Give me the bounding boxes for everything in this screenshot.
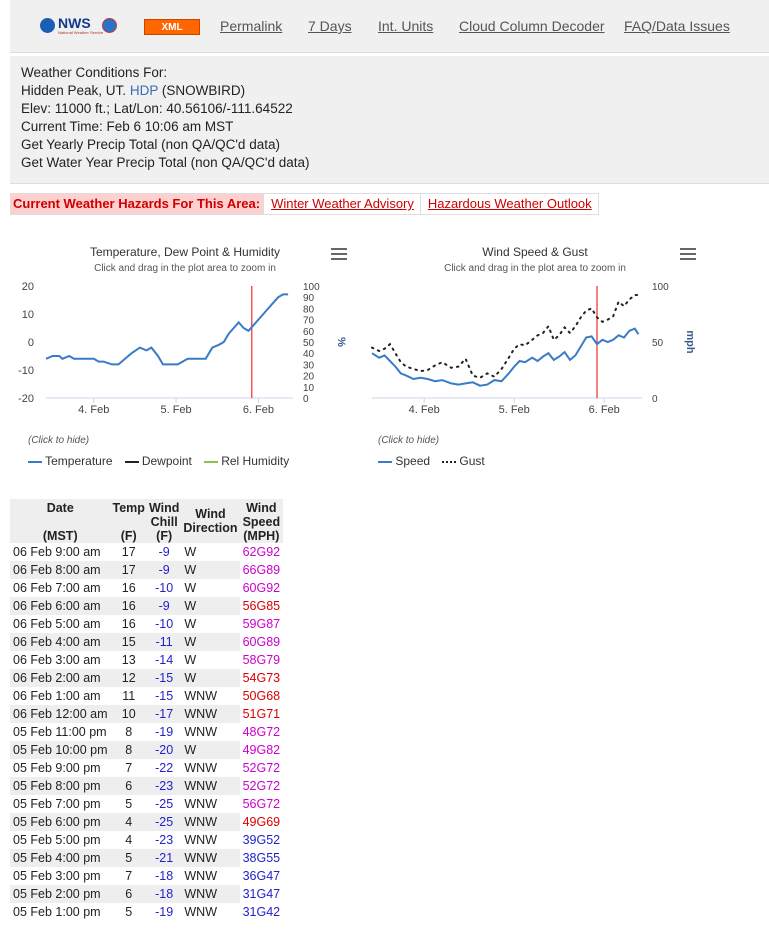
temperature-plot[interactable] <box>10 232 360 432</box>
table-row <box>10 579 283 597</box>
cell-wind-chill: -9 <box>147 597 181 615</box>
cell-wind-chill: -19 <box>155 905 174 919</box>
cell-date: 05 Feb 4:00 pm <box>10 849 111 867</box>
series-speed-line <box>372 329 638 386</box>
hazard-winter-weather-advisory[interactable]: Winter Weather Advisory <box>263 194 420 214</box>
y-tick-label: 10 <box>21 309 34 321</box>
col-wind-direction: Wind Direction <box>181 499 239 543</box>
cell-wind-direction: WNW <box>181 705 239 723</box>
yearly-precip-link[interactable]: Get Yearly Precip Total (non QA/QC'd data) <box>21 137 280 152</box>
cell-date: 06 Feb 9:00 am <box>13 545 101 559</box>
x-tick-label: 6. Feb <box>588 404 620 416</box>
table-row <box>10 741 283 759</box>
chart-legend <box>28 454 289 468</box>
cell-wind-direction: W <box>181 633 239 651</box>
cell-wind-direction: WNW <box>184 797 217 811</box>
nav-permalink[interactable]: Permalink <box>220 18 283 34</box>
cell-wind-chill: -10 <box>155 617 174 631</box>
cell-date: 06 Feb 3:00 am <box>13 653 101 667</box>
cell-wind-direction: WNW <box>181 885 239 903</box>
cell-date: 06 Feb 4:00 am <box>10 633 111 651</box>
water-year-precip-link[interactable]: Get Water Year Precip Total (non QA/QC'd data) <box>21 155 310 170</box>
nav-cloud-column-decoder[interactable]: Cloud Column Decoder <box>459 18 605 34</box>
cell-wind-chill: -15 <box>155 689 174 703</box>
conditions-heading: Weather Conditions For: <box>21 65 168 80</box>
legend-speed[interactable]: Speed <box>378 454 430 468</box>
nav-int-units[interactable]: Int. Units <box>378 18 434 34</box>
cell-wind-chill: -21 <box>147 849 181 867</box>
cell-temp: 17 <box>111 561 147 579</box>
cell-wind-speed: 56G85 <box>240 597 284 615</box>
cell-wind-chill: -20 <box>147 741 181 759</box>
legend-hint: (Click to hide) <box>28 435 90 446</box>
y2-tick-label: 90 <box>303 293 315 305</box>
col-wind-speed: Wind Speed (MPH) <box>240 499 284 543</box>
cell-wind-speed: 52G72 <box>240 759 284 777</box>
y-tick-label: -10 <box>18 365 34 377</box>
cell-wind-direction: WNW <box>181 777 239 795</box>
cell-temp: 7 <box>125 869 133 883</box>
table-row <box>10 723 283 741</box>
x-tick-label: 5. Feb <box>498 404 530 416</box>
table-row <box>10 687 283 705</box>
table-row <box>10 759 283 777</box>
cell-wind-direction: W <box>181 741 239 759</box>
table-row <box>10 777 283 795</box>
cell-wind-chill: -10 <box>155 581 174 595</box>
cell-temp: 6 <box>111 777 147 795</box>
logo-text: NWS <box>58 15 91 31</box>
noaa-globe-icon <box>40 18 55 33</box>
cell-date: 05 Feb 10:00 pm <box>10 741 111 759</box>
table-row <box>10 867 283 885</box>
cell-date: 05 Feb 2:00 pm <box>10 885 111 903</box>
cell-wind-chill: -9 <box>147 561 181 579</box>
cell-wind-direction: W <box>184 545 197 559</box>
y2-tick-label: 50 <box>652 338 664 349</box>
cell-date: 06 Feb 5:00 am <box>13 617 101 631</box>
y2-tick-label: 40 <box>303 349 315 361</box>
chart-subtitle: Click and drag in the plot area to zoom in <box>94 263 276 274</box>
cell-temp: 4 <box>125 833 133 847</box>
y2-tick-label: 100 <box>652 282 669 293</box>
nav-faq-data-issues[interactable]: FAQ/Data Issues <box>624 18 730 34</box>
y2-tick-label: 50 <box>303 338 315 349</box>
station-name <box>21 83 245 98</box>
cell-wind-direction: W <box>181 561 239 579</box>
cell-temp: 12 <box>111 669 147 687</box>
cell-wind-direction: WNW <box>184 725 217 739</box>
cell-wind-chill: -22 <box>155 761 174 775</box>
table-row <box>10 885 283 903</box>
legend-gust[interactable]: Gust <box>442 454 485 468</box>
cell-wind-chill: -18 <box>155 869 174 883</box>
cell-wind-direction: W <box>181 597 239 615</box>
y2-tick-label: 70 <box>303 315 315 327</box>
table-row <box>10 705 283 723</box>
station-name-suffix: (SNOWBIRD) <box>161 83 246 98</box>
cell-temp: 16 <box>121 581 136 595</box>
table-row <box>10 795 283 813</box>
chart-title: Wind Speed & Gust <box>482 245 588 259</box>
cell-date: 06 Feb 2:00 am <box>10 669 111 687</box>
hazards-bar <box>10 193 599 215</box>
cell-wind-chill: -19 <box>155 725 174 739</box>
x-tick-label: 4. Feb <box>78 404 110 416</box>
cell-temp: 7 <box>125 761 133 775</box>
cell-wind-speed: 31G47 <box>240 885 284 903</box>
cell-wind-direction: WNW <box>184 869 217 883</box>
table-row <box>10 813 283 831</box>
x-tick-label: 4. Feb <box>408 404 440 416</box>
cell-temp: 15 <box>111 633 147 651</box>
col-wind-chill: Wind Chill (F) <box>148 501 180 543</box>
series-gust-line <box>372 295 638 378</box>
cell-wind-chill: -9 <box>158 545 170 559</box>
legend-hint: (Click to hide) <box>378 435 440 446</box>
cell-date: 06 Feb 1:00 am <box>13 689 101 703</box>
cell-date: 05 Feb 11:00 pm <box>13 725 107 739</box>
cell-wind-chill: -17 <box>147 705 181 723</box>
cell-date: 05 Feb 7:00 pm <box>13 797 101 811</box>
cell-date: 05 Feb 6:00 pm <box>10 813 111 831</box>
xml-button[interactable]: XML <box>144 19 200 35</box>
temperature-chart[interactable] <box>10 232 360 482</box>
nws-emblem-icon <box>102 18 117 33</box>
y2-tick-label: 100 <box>303 282 320 293</box>
cell-temp: 8 <box>111 741 147 759</box>
cell-wind-speed: 66G89 <box>240 561 284 579</box>
cell-temp: 5 <box>125 797 133 811</box>
col-temp: Temp (F) <box>112 501 145 543</box>
cell-temp: 10 <box>111 705 147 723</box>
y2-tick-label: 0 <box>303 394 309 405</box>
legend-dewpoint[interactable]: Dewpoint <box>125 454 192 468</box>
y2-tick-label: 20 <box>303 371 315 383</box>
cell-date: 06 Feb 12:00 am <box>10 705 111 723</box>
cell-wind-speed: 31G42 <box>240 903 284 921</box>
cell-temp: 11 <box>122 689 136 703</box>
nws-logo[interactable] <box>40 15 130 37</box>
hazards-label: Current Weather Hazards For This Area: <box>11 194 263 214</box>
cell-wind-speed: 56G72 <box>240 795 284 813</box>
cell-temp: 5 <box>111 849 147 867</box>
cell-date: 06 Feb 7:00 am <box>13 581 101 595</box>
cell-wind-chill: -25 <box>147 813 181 831</box>
cell-wind-direction: W <box>184 617 197 631</box>
table-row <box>10 849 283 867</box>
cell-wind-direction: WNW <box>181 813 239 831</box>
cell-wind-speed: 60G89 <box>240 633 284 651</box>
cell-temp: 16 <box>111 597 147 615</box>
cell-wind-chill: -11 <box>147 633 181 651</box>
chart-title: Temperature, Dew Point & Humidity <box>89 245 281 259</box>
cell-temp: 17 <box>121 545 136 559</box>
cell-temp: 8 <box>125 725 133 739</box>
cell-temp: 5 <box>125 905 133 919</box>
table-row <box>10 903 283 921</box>
y-tick-label: -20 <box>18 393 34 405</box>
cell-wind-direction: WNW <box>184 761 217 775</box>
station-id-link[interactable]: HDP <box>129 83 159 98</box>
cell-wind-chill: -23 <box>147 777 181 795</box>
station-elevation: Elev: 11000 ft.; Lat/Lon: 40.56106/-111.64522 <box>21 101 293 116</box>
y2-axis-label: mph <box>684 330 696 354</box>
cell-wind-speed: 62G92 <box>240 543 284 561</box>
nav-7-days[interactable]: 7 Days <box>308 18 352 34</box>
top-nav-bar <box>10 0 769 53</box>
legend-rel-humidity[interactable]: Rel Humidity <box>204 454 289 468</box>
cell-date: 05 Feb 9:00 pm <box>13 761 101 775</box>
cell-wind-speed: 58G79 <box>240 651 284 669</box>
wind-plot[interactable] <box>360 232 710 432</box>
station-info-panel <box>10 56 769 184</box>
cell-wind-direction: WNW <box>181 849 239 867</box>
cell-wind-direction: W <box>181 669 239 687</box>
y2-tick-label: 10 <box>303 382 315 394</box>
cell-date: 05 Feb 8:00 pm <box>10 777 111 795</box>
cell-wind-direction: W <box>184 581 197 595</box>
cell-date: 05 Feb 5:00 pm <box>13 833 101 847</box>
table-row <box>10 633 283 651</box>
cell-wind-direction: WNW <box>184 689 217 703</box>
cell-temp: 13 <box>121 653 136 667</box>
cell-wind-chill: -14 <box>155 653 174 667</box>
observations-table <box>10 499 283 921</box>
current-time: Current Time: Feb 6 10:06 am MST <box>21 119 234 134</box>
col-date: Date (MST) <box>10 499 111 543</box>
cell-date: 06 Feb 6:00 am <box>10 597 111 615</box>
y2-tick-label: 0 <box>652 394 658 405</box>
cell-wind-speed: 59G87 <box>240 615 284 633</box>
table-row <box>10 561 283 579</box>
station-name-prefix: Hidden Peak, UT. <box>21 83 127 98</box>
legend-temperature[interactable]: Temperature <box>28 454 113 468</box>
wind-chart[interactable] <box>360 232 710 482</box>
chart-legend <box>378 454 485 468</box>
cell-wind-chill: -15 <box>147 669 181 687</box>
chart-subtitle: Click and drag in the plot area to zoom in <box>444 263 626 274</box>
table-row <box>10 597 283 615</box>
cell-wind-speed: 50G68 <box>240 687 284 705</box>
cell-wind-direction: WNW <box>184 905 217 919</box>
cell-wind-speed: 49G82 <box>240 741 284 759</box>
y-tick-label: 20 <box>21 281 34 293</box>
cell-temp: 4 <box>111 813 147 831</box>
cell-wind-speed: 39G52 <box>240 831 284 849</box>
cell-date: 05 Feb 3:00 pm <box>13 869 101 883</box>
cell-temp: 16 <box>121 617 136 631</box>
table-row <box>10 651 283 669</box>
cell-wind-speed: 51G71 <box>240 705 284 723</box>
cell-wind-speed: 52G72 <box>240 777 284 795</box>
cell-wind-chill: -18 <box>147 885 181 903</box>
table-row <box>10 831 283 849</box>
cell-wind-speed: 36G47 <box>240 867 284 885</box>
logo-subtext: National Weather Service <box>58 30 104 35</box>
cell-wind-speed: 48G72 <box>240 723 284 741</box>
cell-wind-speed: 60G92 <box>240 579 284 597</box>
y-tick-label: 0 <box>27 337 34 349</box>
cell-wind-chill: -23 <box>155 833 174 847</box>
table-row <box>10 543 283 561</box>
y2-tick-label: 30 <box>303 360 315 372</box>
y2-tick-label: 80 <box>303 304 315 316</box>
cell-temp: 6 <box>111 885 147 903</box>
cell-wind-speed: 54G73 <box>240 669 284 687</box>
cell-date: 05 Feb 1:00 pm <box>13 905 101 919</box>
cell-wind-speed: 38G55 <box>240 849 284 867</box>
cell-wind-chill: -25 <box>155 797 174 811</box>
y2-axis-label: % <box>335 337 347 347</box>
cell-wind-direction: WNW <box>184 833 217 847</box>
table-row <box>10 669 283 687</box>
y2-tick-label: 60 <box>303 326 315 338</box>
cell-wind-speed: 49G69 <box>240 813 284 831</box>
cell-date: 06 Feb 8:00 am <box>10 561 111 579</box>
x-tick-label: 6. Feb <box>242 404 275 416</box>
table-row <box>10 615 283 633</box>
x-tick-label: 5. Feb <box>160 404 192 416</box>
hazard-hazardous-weather-outlook[interactable]: Hazardous Weather Outlook <box>420 194 598 214</box>
cell-wind-direction: W <box>184 653 197 667</box>
